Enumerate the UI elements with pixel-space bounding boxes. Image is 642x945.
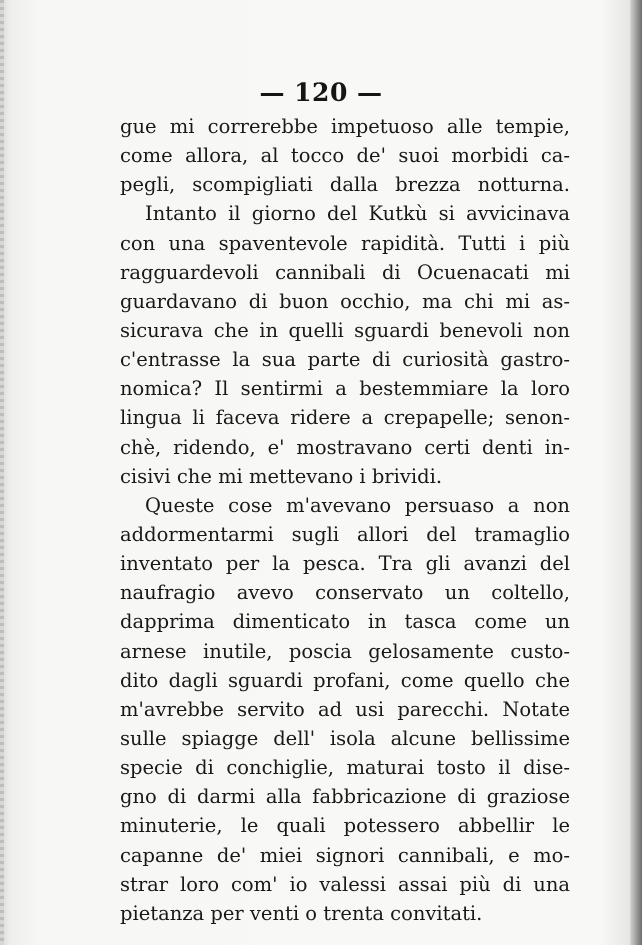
text-line: specie di conchiglie, maturai tosto il dise- bbox=[120, 756, 570, 780]
page-number: — 120 — bbox=[259, 78, 383, 107]
text-line: naufragio avevo conservato un coltello, bbox=[120, 581, 570, 605]
text-line: capanne de' miei signori cannibali, e mo- bbox=[120, 843, 570, 867]
text-line: sulle spiagge dell' isola alcune bellissime bbox=[120, 726, 570, 750]
body-text bbox=[120, 112, 570, 928]
text-line: chè, ridendo, e' mostravano certi denti in- bbox=[120, 435, 570, 459]
text-line: pietanza per venti o trenta convitati. bbox=[120, 901, 483, 925]
page-left-edge bbox=[0, 0, 4, 945]
text-line: guardavano di buon occhio, ma chi mi as- bbox=[120, 289, 570, 313]
text-line: sicurava che in quelli sguardi benevoli non bbox=[120, 318, 570, 342]
text-line: addormentarmi sugli allori del tramaglio bbox=[120, 522, 570, 546]
text-line: arnese inutile, poscia gelosamente custo- bbox=[120, 639, 570, 663]
text-line: Intanto il giorno del Kutkù si avvicinava bbox=[145, 202, 570, 226]
page-right-edge bbox=[630, 0, 642, 945]
text-line: gno di darmi alla fabbricazione di graziose bbox=[120, 785, 570, 809]
text-line: cisivi che mi mettevano i brividi. bbox=[120, 464, 443, 488]
text-line: gue mi correrebbe impetuoso alle tempie, bbox=[120, 115, 570, 138]
text-line: dito dagli sguardi profani, come quello che bbox=[120, 668, 570, 692]
text-line: c'entrasse la sua parte di curiosità gastro- bbox=[120, 348, 570, 372]
text-line: Queste cose m'avevano persuaso a non bbox=[145, 493, 570, 517]
text-line: pegli, scompigliati dalla brezza notturna. bbox=[120, 173, 570, 197]
text-line: lingua li faceva ridere a crepapelle; senon- bbox=[120, 406, 570, 430]
text-line: strar loro com' io valessi assai più di una bbox=[120, 872, 570, 896]
text-line: minuterie, le quali potessero abbellir le bbox=[120, 814, 570, 838]
text-line: inventato per la pesca. Tra gli avanzi del bbox=[120, 552, 570, 576]
text-line: dapprima dimenticato in tasca come un bbox=[120, 610, 570, 634]
text-line: ragguardevoli cannibali di Ocuenacati mi bbox=[120, 260, 570, 284]
text-line: con una spaventevole rapidità. Tutti i più bbox=[120, 231, 570, 255]
text-line: m'avrebbe servito ad usi parecchi. Notate bbox=[120, 697, 570, 721]
text-line: nomica? Il sentirmi a bestemmiare la loro bbox=[120, 377, 570, 401]
text-line: come allora, al tocco de' suoi morbidi ca- bbox=[120, 144, 570, 168]
